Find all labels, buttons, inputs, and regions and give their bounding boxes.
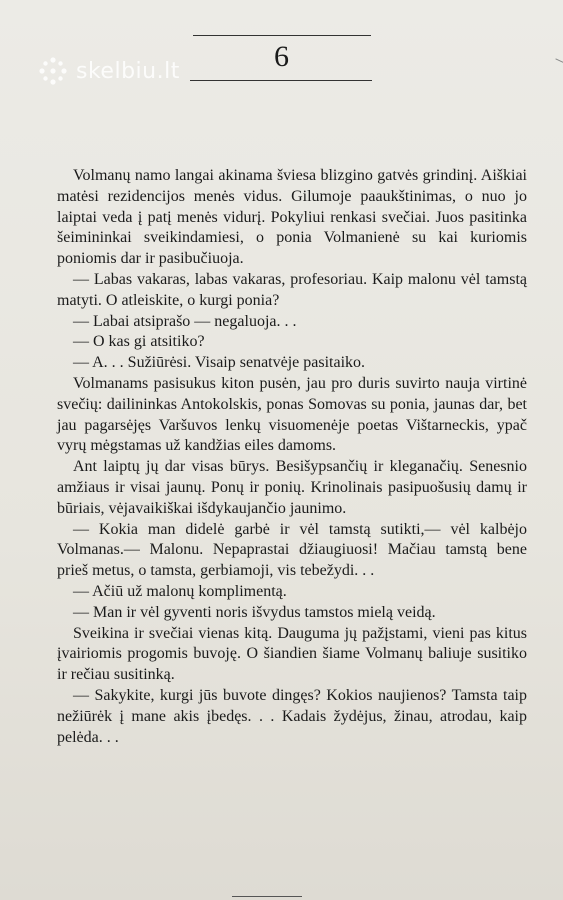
paragraph: — Labas vakaras, labas vakaras, profesoriau. Kaip malonu vėl tamstą matyti. O atleiskite, o kurgi ponia? xyxy=(57,270,527,309)
chapter-rule-top xyxy=(193,35,371,36)
chapter-number: 6 xyxy=(274,40,289,73)
paragraph: — Sakykite, kurgi jūs buvote dingęs? Kokios naujienos? Tamsta taip nežiūrėk į mane akis įbedęs. . . Kadais žydėjus, žinau, atrodau, kaip pelėda. . . xyxy=(57,686,527,746)
watermark-text: skelbiu.lt xyxy=(76,58,180,84)
chapter-rule-bottom xyxy=(190,80,372,81)
paragraph: Ant laiptų jų dar visas būrys. Besišypsančių ir kleganačių. Senesnio amžiaus ir visai jaunų. Ponų ir ponių. Krinolinais pasipuošusių damų ir būriais, vėjavaikiškai išdykaujančio jaunimo. xyxy=(57,458,527,517)
paragraph: — A. . . Sužiūrėsi. Visaip senatvėje pasitaiko. xyxy=(73,354,366,372)
paragraph: — O kas gi atsitiko? xyxy=(73,333,205,351)
paragraph: Volmanų namo langai akinama šviesa blizgino gatvės grindinį. Aiškiai matėsi rezidencijos menės vidus. Gilumoje paaukštinimas, o nuo jo laiptai veda į patį menės vidurį. Pokyliui renkasi svečiai. Juos pasitinka šeimininkai sveikindamiesi, o ponia Volmanienė su kai kuriomis poniomis dar ir pasibučiuoja. xyxy=(57,167,527,268)
page-bottom-rule xyxy=(232,896,302,897)
paragraph: — Ačiū už malonų komplimentą. xyxy=(73,582,287,600)
paragraph: — Labai atsiprašo — negaluoja. . . xyxy=(73,312,297,330)
paragraph: — Kokia man didelė garbė ir vėl tamstą sutikti,— vėl kalbėjo Volmanas.— Malonu. Nepaprastai džiaugiuosi! Mačiau tamstą bene prieš metus, o tamsta, gerbiamoji, vis tebežydi. . . xyxy=(57,520,527,580)
paragraph: Volmanams pasisukus kiton pusėn, jau pro duris suvirto nauja virtinė svečių: dailininkas Antokolskis, ponas Somovas su ponia, jaunas dar, bet jau pagarsėjęs Varšuvos lenkų visuomenėje poetas Vištarneckis, ypač vyrų mėgstamas už kandžias eiles damoms. xyxy=(57,374,527,455)
body-text xyxy=(57,166,527,748)
paragraph: Sveikina ir svečiai vienas kitą. Dauguma jų pažįstami, vieni pas kitus įvairiomis progomis buvoję. O šiandien šiame Volmanų baliuje susitiko ir rečiau susitinką. xyxy=(57,624,527,684)
paragraph: — Man ir vėl gyventi noris išvydus tamstos mielą veidą. xyxy=(73,603,436,621)
